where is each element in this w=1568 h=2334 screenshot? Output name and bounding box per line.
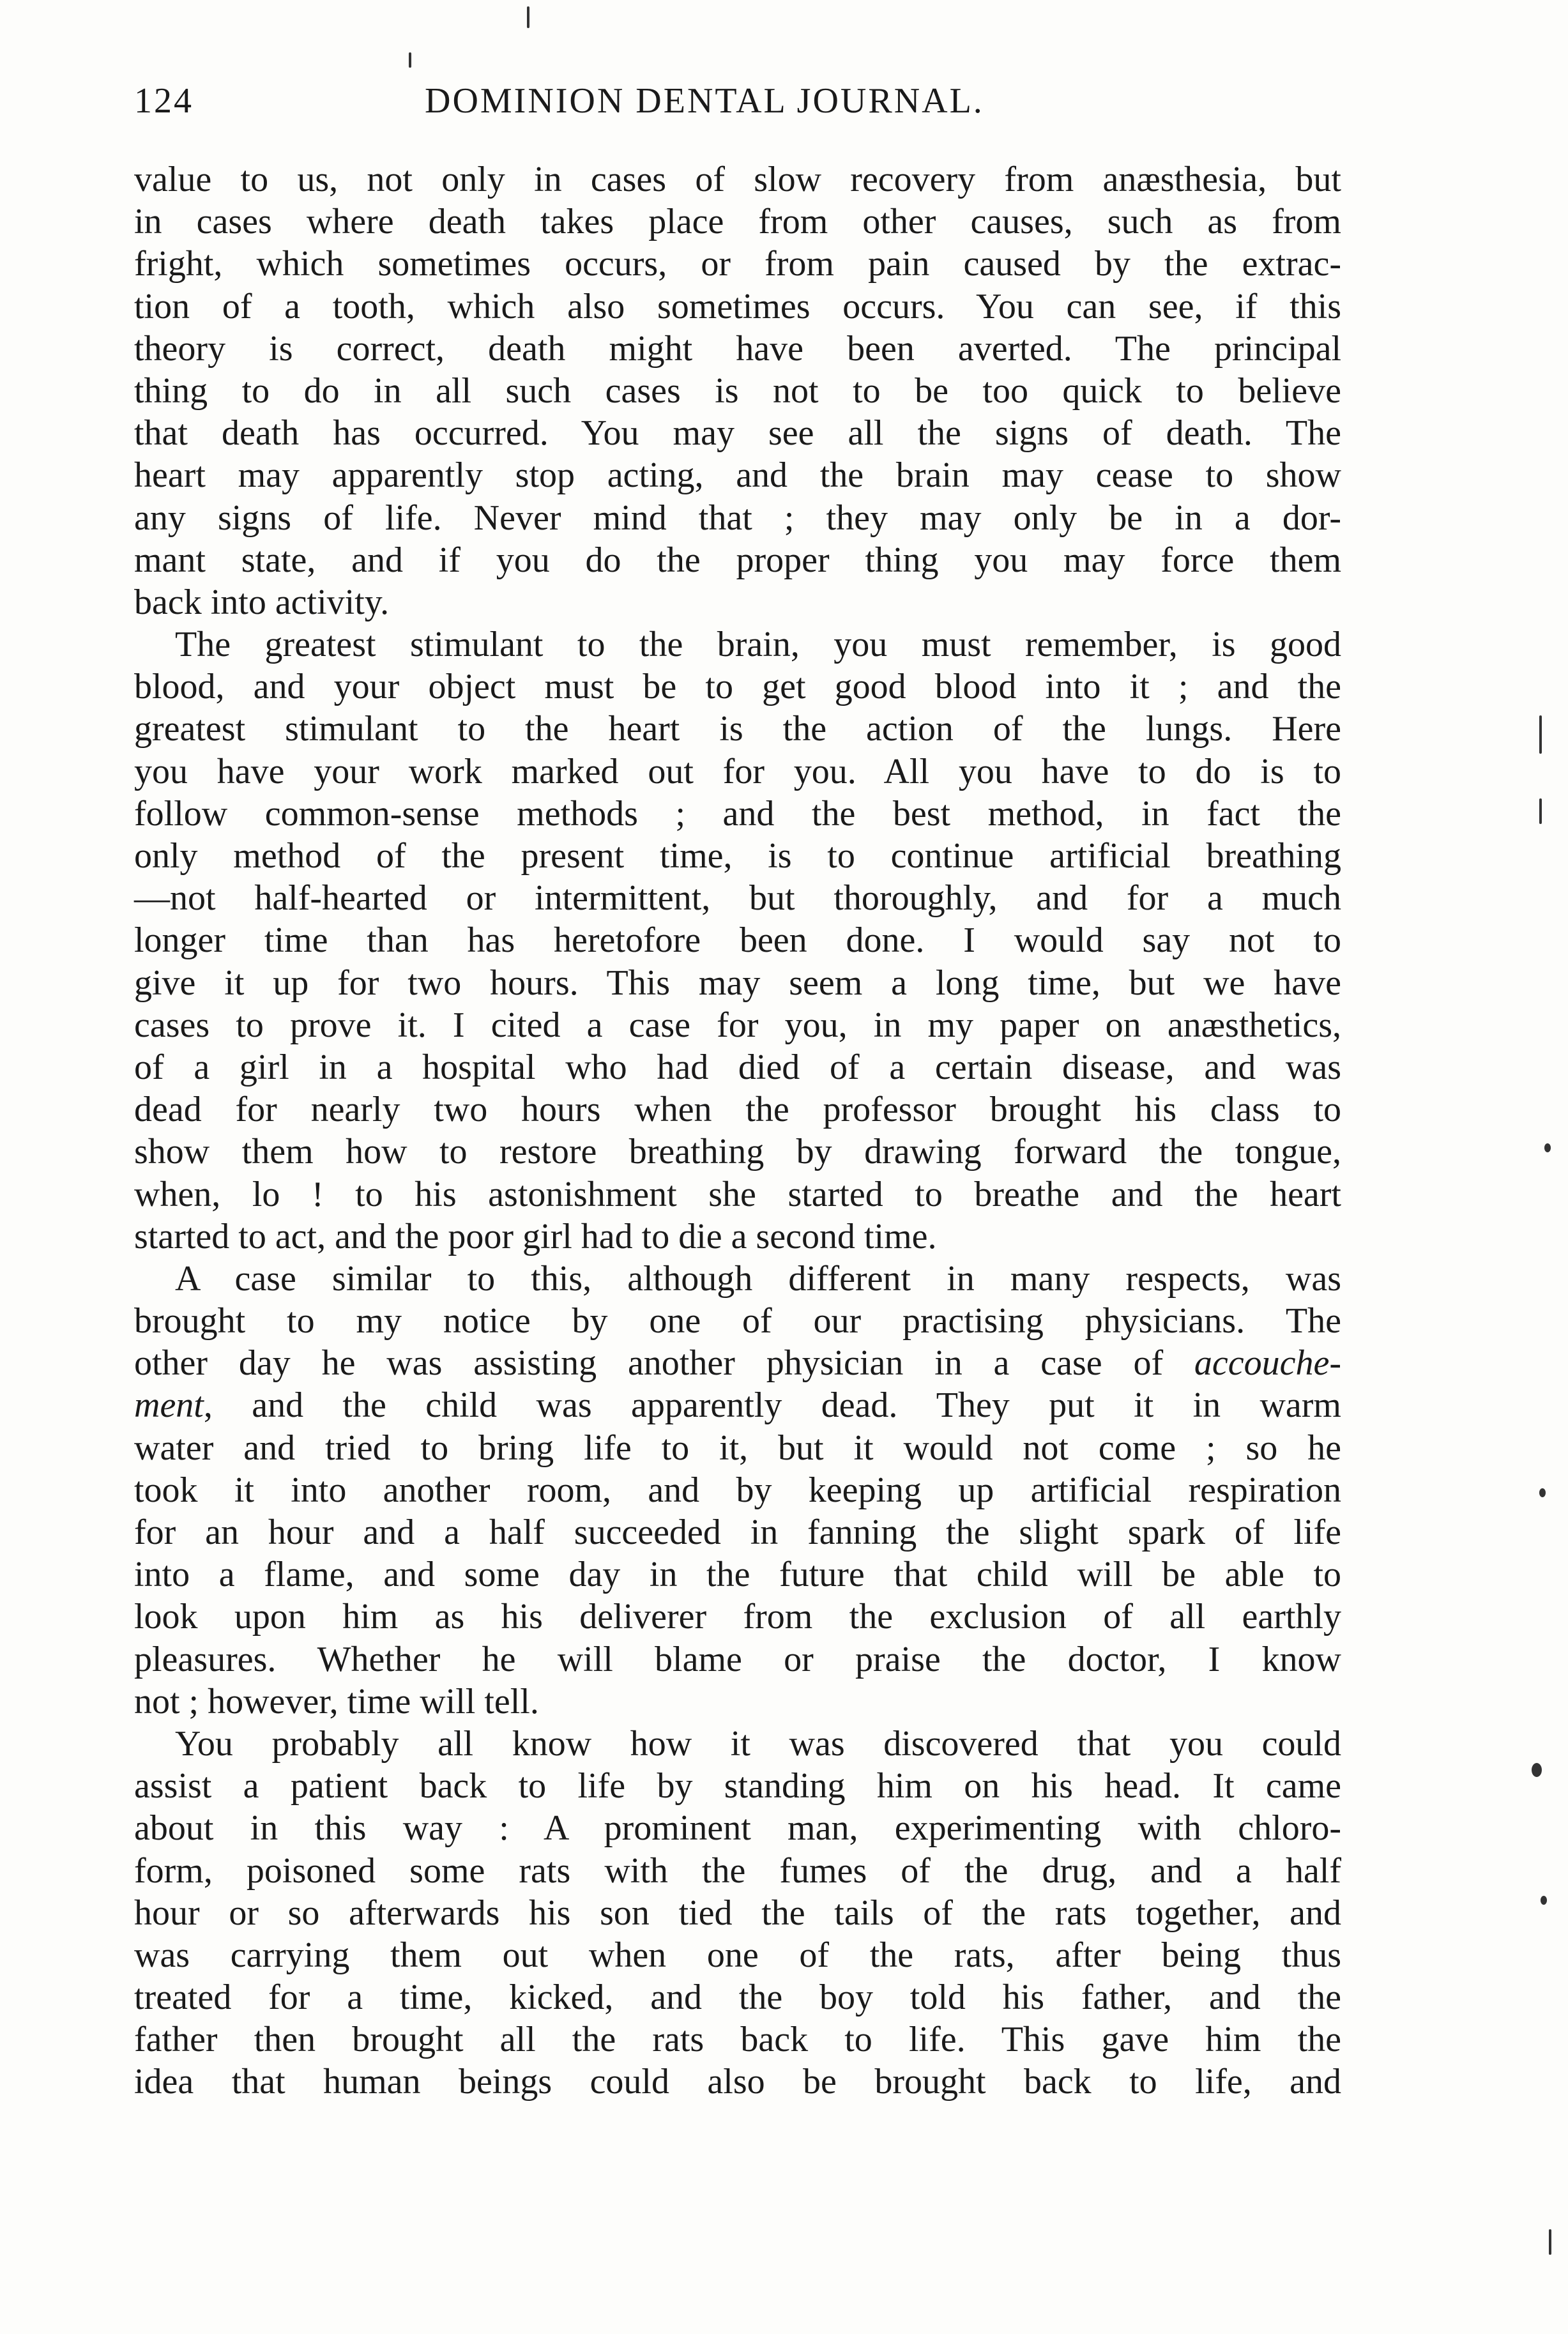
text-line: value to us, not only in cases of slow recovery from anæsthesia, but [134, 160, 1341, 199]
text-line: blood, and your object must be to get good blood into it ; and the [134, 667, 1341, 707]
text-line: in cases where death takes place from other causes, such as from [134, 202, 1341, 242]
text-line: father then brought all the rats back to life. This gave him the [134, 2020, 1341, 2060]
running-title: DOMINION DENTAL JOURNAL. [425, 81, 984, 121]
text-line: thing to do in all such cases is not to be too quick to believe [134, 370, 1341, 411]
text-line: took it into another room, and by keeping up artificial respiration [134, 1470, 1341, 1510]
page-header [134, 75, 1341, 126]
scan-speck [527, 6, 529, 28]
scan-speck [409, 52, 411, 68]
text-line: assist a patient back to life by standing him on his head. It came [134, 1766, 1341, 1806]
text-line: back into activity. [134, 582, 390, 622]
text-line: into a flame, and some day in the future that child will be able to [134, 1555, 1341, 1595]
text-line: greatest stimulant to the heart is the action of the lungs. Here [134, 709, 1341, 749]
text-line: cases to prove it. I cited a case for you, in my paper on anæsthetics, [134, 1005, 1341, 1045]
scan-speck [1544, 1143, 1551, 1152]
text-line: heart may apparently stop acting, and the brain may cease to show [134, 455, 1341, 496]
text-line: treated for a time, kicked, and the boy told his father, and the [134, 1978, 1341, 2018]
text-line: pleasures. Whether he will blame or praise the doctor, I know [134, 1639, 1341, 1679]
scan-speck [1539, 798, 1542, 824]
page-number: 124 [134, 81, 194, 121]
scan-speck [1532, 1763, 1542, 1777]
text-line: brought to my notice by one of our practising physicians. The [134, 1301, 1341, 1341]
text-line: The greatest stimulant to the brain, you must remember, is good [175, 625, 1341, 665]
text-line: —not half-hearted or intermittent, but thoroughly, and for a much [134, 878, 1341, 919]
text-line: theory is correct, death might have been averted. The principal [134, 328, 1341, 369]
text-line: was carrying them out when one of the rats, after being thus [134, 1935, 1341, 1975]
text-segment: other day he was assisting another physician in a case of [134, 1343, 1194, 1384]
text-line: any signs of life. Never mind that ; they may only be in a dor- [134, 498, 1341, 538]
text-line: when, lo ! to his astonishment she started to breathe and the heart [134, 1174, 1341, 1214]
text-line: of a girl in a hospital who had died of a certain disease, and was [134, 1047, 1341, 1087]
text-line: for an hour and a half succeeded in fanning the slight spark of life [134, 1513, 1341, 1552]
text-line: show them how to restore breathing by drawing forward the tongue, [134, 1132, 1341, 1172]
scan-speck [1539, 715, 1542, 754]
text-line: look upon him as his deliverer from the exclusion of all earthly [134, 1597, 1341, 1637]
text-line: about in this way : A prominent man, experimenting with chloro- [134, 1808, 1341, 1849]
text-line: dead for nearly two hours when the professor brought his class to [134, 1090, 1341, 1130]
text-line: started to act, and the poor girl had to die a second time. [134, 1216, 937, 1256]
text-line: longer time than has heretofore been done. I would say not to [134, 920, 1341, 961]
text-line: give it up for two hours. This may seem a long time, but we have [134, 963, 1341, 1003]
italic-term: ment [134, 1385, 204, 1426]
scan-speck [1539, 1488, 1546, 1497]
text-line: water and tried to bring life to it, but it would not come ; so he [134, 1428, 1341, 1468]
text-line: only method of the present time, is to continue artificial breathing [134, 836, 1341, 876]
text-line [134, 1342, 1341, 1384]
text-line: not ; however, time will tell. [134, 1681, 539, 1721]
text-line: form, poisoned some rats with the fumes of the drug, and a half [134, 1850, 1341, 1891]
italic-term: accouche- [1194, 1343, 1341, 1384]
text-line: hour or so afterwards his son tied the tails of the rats together, and [134, 1893, 1341, 1933]
scan-speck [1549, 2229, 1551, 2255]
text-line: mant state, and if you do the proper thing you may force them [134, 540, 1341, 580]
text-segment: , and the child was apparently dead. They put it in warm [203, 1385, 1341, 1426]
text-line: you have your work marked out for you. All you have to do is to [134, 751, 1341, 791]
text-line: A case similar to this, although different in many respects, was [175, 1258, 1341, 1299]
text-line: idea that human beings could also be brought back to life, and [134, 2062, 1341, 2102]
text-line: follow common-sense methods ; and the best method, in fact the [134, 793, 1341, 834]
text-line: that death has occurred. You may see all the signs of death. The [134, 413, 1341, 454]
text-line: You probably all know how it was discovered that you could [175, 1723, 1341, 1764]
text-line [134, 1384, 1341, 1426]
scan-speck [1541, 1896, 1547, 1905]
article-body [134, 158, 1341, 2103]
text-line: fright, which sometimes occurs, or from pain caused by the extrac- [134, 244, 1341, 284]
text-line: tion of a tooth, which also sometimes occurs. You can see, if this [134, 286, 1341, 326]
